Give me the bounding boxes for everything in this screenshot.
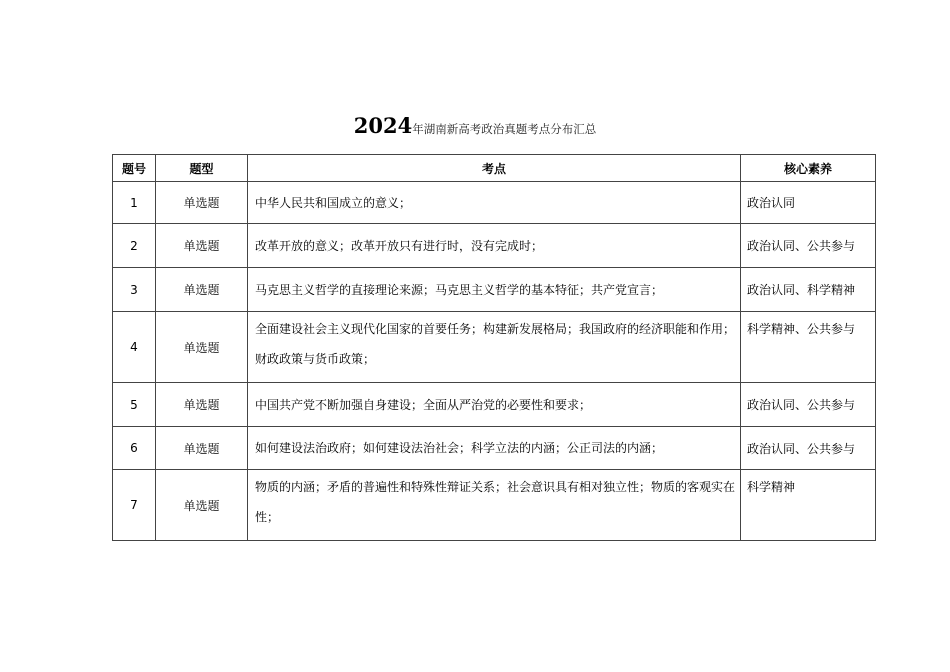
cell-type: 单选题 [156,224,248,268]
table-row [113,470,876,541]
cell-no: 5 [113,383,156,427]
cell-type: 单选题 [156,312,248,383]
cell-no: 3 [113,268,156,312]
cell-literacy: 政治认同、公共参与 [741,383,876,427]
exam-points-table [112,154,876,541]
cell-literacy: 科学精神 [741,470,876,541]
document-title [0,113,950,138]
header-points: 考点 [248,155,741,182]
cell-type: 单选题 [156,383,248,427]
cell-type: 单选题 [156,268,248,312]
table-row [113,224,876,268]
table-row [113,268,876,312]
cell-type: 单选题 [156,182,248,224]
cell-no: 4 [113,312,156,383]
header-no: 题号 [113,155,156,182]
cell-points: 中国共产党不断加强自身建设；全面从严治党的必要性和要求； [248,383,741,427]
cell-type: 单选题 [156,427,248,470]
header-type: 题型 [156,155,248,182]
table-row [113,383,876,427]
cell-no: 2 [113,224,156,268]
cell-literacy: 政治认同 [741,182,876,224]
title-text: 年湖南新高考政治真题考点分布汇总 [412,122,597,136]
cell-no: 6 [113,427,156,470]
cell-points: 全面建设社会主义现代化国家的首要任务；构建新发展格局；我国政府的经济职能和作用；财政政策与货币政策； [248,312,741,383]
cell-points: 中华人民共和国成立的意义； [248,182,741,224]
cell-literacy: 政治认同、公共参与 [741,427,876,470]
title-year: 2024 [353,113,413,138]
cell-literacy: 科学精神、公共参与 [741,312,876,383]
cell-type: 单选题 [156,470,248,541]
cell-points: 改革开放的意义；改革开放只有进行时，没有完成时； [248,224,741,268]
table-row [113,182,876,224]
cell-no: 7 [113,470,156,541]
table-row [113,427,876,470]
cell-points: 如何建设法治政府；如何建设法治社会；科学立法的内涵；公正司法的内涵； [248,427,741,470]
table-row [113,312,876,383]
cell-points: 马克思主义哲学的直接理论来源；马克思主义哲学的基本特征；共产党宣言； [248,268,741,312]
cell-literacy: 政治认同、公共参与 [741,224,876,268]
cell-literacy: 政治认同、科学精神 [741,268,876,312]
cell-points: 物质的内涵；矛盾的普遍性和特殊性辩证关系；社会意识具有相对独立性；物质的客观实在性； [248,470,741,541]
cell-no: 1 [113,182,156,224]
table-header-row [113,155,876,182]
header-literacy: 核心素养 [741,155,876,182]
